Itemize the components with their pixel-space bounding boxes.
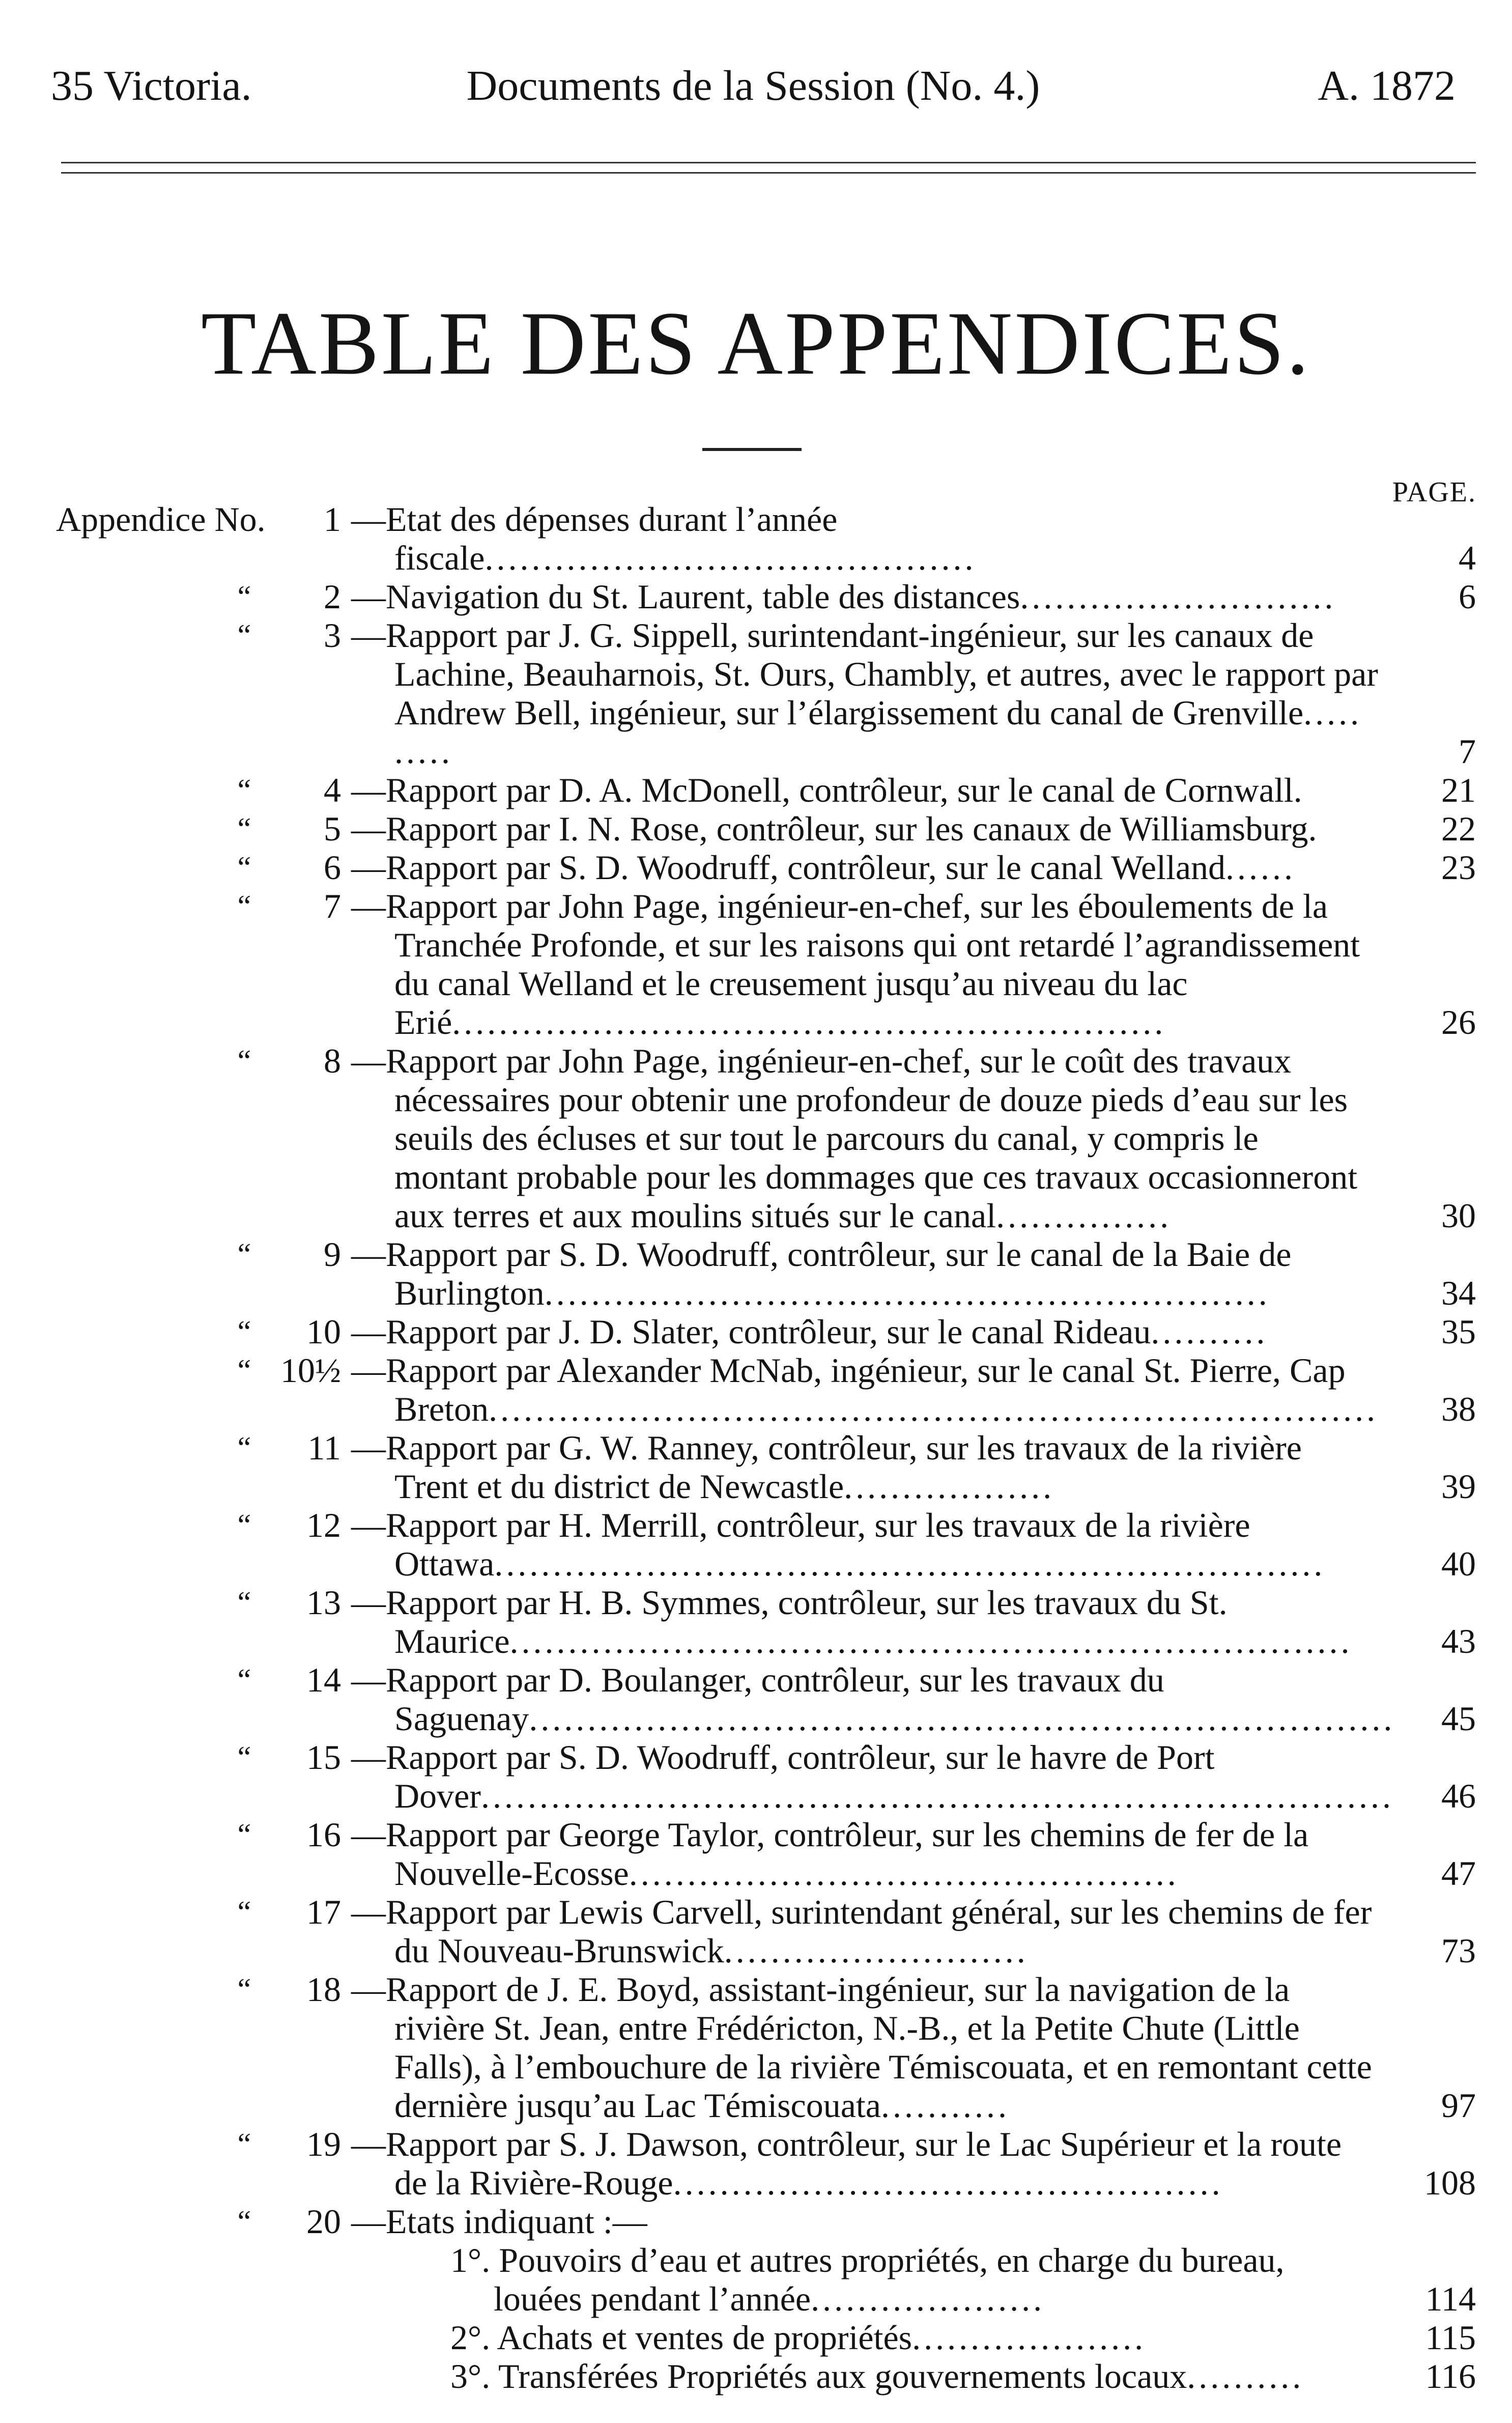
toc-entry <box>56 1893 1476 1970</box>
entry-text: —Rapport par George Taylor, contrôleur, sur les chemins de fer de la Nouvelle-Ecosse <box>351 1815 1309 1893</box>
page-number: 73 <box>1441 1931 1476 1970</box>
page-number: 116 <box>1425 2357 1476 2396</box>
appendix-number: 7 <box>324 887 341 925</box>
table-of-contents <box>56 500 1476 2396</box>
header-year: A. 1872 <box>1318 62 1456 109</box>
entry-text: —Rapport de J. E. Boyd, assistant-ingénieur, sur la navigation de la rivière St. Jean, entre Frédéricton, N.-B., et la Petite Chute (Little Falls), à l’embouchure de la rivière Témiscouata, et en remontant cette dernière jusqu’au Lac Témiscouata <box>351 1970 1372 2125</box>
toc-entry <box>56 1041 1476 1235</box>
leader-dots: .......... <box>1151 1312 1268 1351</box>
appendix-number: 16 <box>306 1815 341 1854</box>
appendix-number: 3 <box>324 616 341 655</box>
entry-text: —Rapport par Lewis Carvell, surintendant général, sur les chemins de fer du Nouveau-Brunswick <box>351 1893 1372 1970</box>
running-header <box>51 61 1456 117</box>
ditto-mark: “ <box>237 1354 251 1387</box>
entry-description <box>351 1738 1394 1815</box>
page-number: 40 <box>1441 1544 1476 1583</box>
appendix-number: 6 <box>324 848 341 887</box>
appendix-number: 14 <box>306 1660 341 1699</box>
title-divider <box>702 448 802 451</box>
entry-description <box>351 500 1379 577</box>
entry-text: —Rapport par S. J. Dawson, contrôleur, sur le Lac Supérieur et la route de la Rivière-Rouge <box>351 2125 1342 2202</box>
page-number: 7 <box>1459 732 1476 771</box>
entry-text: —Rapport par J. D. Slater, contrôleur, sur le canal Rideau <box>351 1312 1151 1351</box>
entry-description <box>351 616 1379 771</box>
entry-description <box>351 1041 1379 1235</box>
page-number: 21 <box>1441 771 1476 809</box>
appendix-number: 10 <box>306 1312 341 1351</box>
subentry-description <box>450 2318 1379 2357</box>
entry-description <box>351 1506 1379 1583</box>
page-number: 46 <box>1441 1777 1476 1815</box>
entry-description <box>351 2202 1379 2241</box>
entry-description <box>351 1351 1379 1428</box>
appendix-number: 10½ <box>280 1351 341 1390</box>
ditto-mark: “ <box>237 773 251 807</box>
ditto-mark: “ <box>237 2127 251 2161</box>
ditto-mark: “ <box>237 851 251 884</box>
leader-dots: .......... <box>1187 2357 1304 2396</box>
page-number: 47 <box>1441 1854 1476 1893</box>
ditto-mark: “ <box>237 1973 251 2006</box>
toc-subentry <box>56 2318 1476 2357</box>
page-number: 4 <box>1459 539 1476 577</box>
appendix-number: 18 <box>306 1970 341 2009</box>
entry-text: —Rapport par S. D. Woodruff, contrôleur, sur le havre de Port Dover <box>351 1738 1215 1815</box>
entry-description <box>351 1428 1379 1506</box>
entry-description <box>351 1815 1379 1893</box>
leader-dots: ............... <box>996 1196 1172 1235</box>
ditto-mark: “ <box>237 1663 251 1697</box>
appendix-number: 20 <box>306 2202 341 2241</box>
entry-description <box>351 848 1379 887</box>
ditto-mark: “ <box>237 1586 251 1619</box>
ditto-mark: “ <box>237 1315 251 1348</box>
entry-description <box>351 1235 1379 1312</box>
toc-entry <box>56 809 1476 848</box>
page-number: 45 <box>1441 1699 1476 1738</box>
entry-text: —Rapport par H. B. Symmes, contrôleur, sur les travaux du St. Maurice <box>351 1583 1228 1660</box>
header-rule-bottom <box>61 172 1476 174</box>
page-number: 6 <box>1459 577 1476 616</box>
entry-text: —Etats indiquant :— <box>351 2202 647 2241</box>
page-number: 30 <box>1441 1196 1476 1235</box>
ditto-mark: “ <box>237 1508 251 1542</box>
ditto-mark: “ <box>237 618 251 652</box>
ditto-mark: “ <box>237 812 251 846</box>
header-volume: 35 Victoria. <box>51 62 252 109</box>
entry-description <box>351 2125 1379 2202</box>
toc-entry <box>56 887 1476 1041</box>
entry-text: —Rapport par G. W. Ranney, contrôleur, sur les travaux de la rivière Trent et du district de Newcastle <box>351 1428 1302 1506</box>
page-number: 26 <box>1441 1003 1476 1041</box>
ditto-mark: “ <box>237 2205 251 2238</box>
leader-dots: ........... <box>880 2086 1010 2125</box>
leader-dots: ........................................................................ <box>509 1622 1353 1660</box>
entry-description <box>351 1970 1379 2125</box>
subentry-description <box>450 2357 1379 2396</box>
toc-subentry <box>56 2357 1476 2396</box>
appendix-number: 19 <box>306 2125 341 2163</box>
entry-description <box>351 887 1379 1041</box>
leader-dots: .............................................................................. <box>480 1777 1394 1815</box>
toc-entry <box>56 2125 1476 2202</box>
appendix-number: 15 <box>306 1738 341 1777</box>
appendix-number: 4 <box>324 771 341 809</box>
entry-text: —Rapport par Alexander McNab, ingénieur, sur le canal St. Pierre, Cap Breton <box>351 1351 1346 1428</box>
toc-subentry <box>56 2241 1476 2318</box>
appendix-number: 5 <box>324 809 341 848</box>
page-number: 43 <box>1441 1622 1476 1660</box>
appendix-number: 13 <box>306 1583 341 1622</box>
entry-text: —Rapport par John Page, ingénieur-en-chef, sur le coût des travaux nécessaires pour obtenir une profondeur de douze pieds d’eau sur les seuils des écluses et sur tout le parcours du canal, y compris le montant probable pour les dommages que ces travaux occasionneront aux terres et aux moulins situés sur le canal <box>351 1041 1358 1235</box>
toc-entry <box>56 1428 1476 1506</box>
entry-text: —Rapport par D. A. McDonell, contrôleur, sur le canal de Cornwall. <box>351 771 1302 809</box>
entry-text: —Rapport par S. D. Woodruff, contrôleur, sur le canal de la Baie de Burlington <box>351 1235 1292 1312</box>
toc-entry <box>56 1970 1476 2125</box>
appendix-number: 17 <box>306 1893 341 1931</box>
subentry-text: 1°. Pouvoirs d’eau et autres propriétés, en charge du bureau, louées pendant l’année <box>450 2241 1285 2318</box>
toc-entry <box>56 1738 1476 1815</box>
leader-dots: ............................................................................ <box>489 1390 1379 1428</box>
entry-text: —Rapport par John Page, ingénieur-en-chef, sur les éboulements de la Tranchée Profonde, et sur les raisons qui ont retardé l’agrandissement du canal Welland et le creusement jusqu’au niveau du lac Erié <box>351 887 1360 1041</box>
toc-entry <box>56 771 1476 809</box>
leader-dots: ....................................................................... <box>494 1544 1326 1583</box>
page-number: 97 <box>1441 2086 1476 2125</box>
ditto-mark: “ <box>237 1895 251 1929</box>
leader-dots: .................. <box>844 1467 1055 1506</box>
appendix-number: 8 <box>324 1041 341 1080</box>
entry-text: —Navigation du St. Laurent, table des distances <box>351 577 1020 616</box>
leader-dots: ............................................... <box>673 2163 1223 2202</box>
entry-description <box>351 771 1379 809</box>
entry-description <box>351 1893 1379 1970</box>
toc-entry <box>56 616 1476 771</box>
entry-text: —Rapport par I. N. Rose, contrôleur, sur les canaux de Williamsburg. <box>351 809 1317 848</box>
entry-text: —Rapport par S. D. Woodruff, contrôleur, sur le canal Welland <box>351 848 1226 887</box>
page-number: 39 <box>1441 1467 1476 1506</box>
entry-description <box>351 577 1379 616</box>
ditto-mark: “ <box>237 889 251 923</box>
subentry-description <box>450 2241 1379 2318</box>
leader-dots: .............................................................. <box>544 1274 1270 1312</box>
leader-dots: .......................... <box>724 1931 1029 1970</box>
entry-description <box>351 809 1379 848</box>
page-number: 115 <box>1425 2318 1476 2357</box>
toc-entry <box>56 1815 1476 1893</box>
page-number: 114 <box>1425 2279 1476 2318</box>
page-number: 38 <box>1441 1390 1476 1428</box>
subentry-text: 3°. Transférées Propriétés aux gouvernements locaux <box>450 2357 1187 2396</box>
entry-description <box>351 1660 1395 1738</box>
leader-dots: ........................... <box>1020 577 1336 616</box>
ditto-mark: “ <box>237 1818 251 1851</box>
header-document: Documents de la Session (No. 4.) <box>466 62 1040 109</box>
leader-dots: .................... <box>811 2279 1045 2318</box>
toc-entry <box>56 1312 1476 1351</box>
appendix-number: 1 <box>324 500 341 539</box>
page-number: 35 <box>1441 1312 1476 1351</box>
toc-entry <box>56 2202 1476 2241</box>
appendix-number: 2 <box>324 577 341 616</box>
entry-text: —Etat des dépenses durant l’année fiscale <box>351 500 838 577</box>
leader-dots: ............................................... <box>629 1854 1179 1893</box>
toc-entry <box>56 1351 1476 1428</box>
toc-entry <box>56 848 1476 887</box>
page-number: 34 <box>1441 1274 1476 1312</box>
toc-entry <box>56 1506 1476 1583</box>
entry-text: —Rapport par J. G. Sippell, surintendant-ingénieur, sur les canaux de Lachine, Beauharnois, St. Ours, Chambly, et autres, avec le rapport par Andrew Bell, ingénieur, sur l’élargissement du canal de Grenville <box>351 616 1378 732</box>
header-rule-top <box>61 162 1476 163</box>
page-number: 22 <box>1441 809 1476 848</box>
entry-text: —Rapport par D. Boulanger, contrôleur, sur les travaux du Saguenay <box>351 1660 1164 1738</box>
toc-entry <box>56 1583 1476 1660</box>
leader-dots: .......................................................................... <box>529 1699 1395 1738</box>
appendix-label: Appendice No. <box>56 500 266 539</box>
toc-entry <box>56 500 1476 577</box>
toc-entry <box>56 577 1476 616</box>
subentry-text: 2°. Achats et ventes de propriétés <box>450 2318 912 2357</box>
ditto-mark: “ <box>237 1431 251 1464</box>
page-number: 23 <box>1441 848 1476 887</box>
page-title: TABLE DES APPENDICES. <box>201 293 1311 393</box>
leader-dots: ..... ..... <box>394 693 1362 771</box>
ditto-mark: “ <box>237 1237 251 1271</box>
leader-dots: .................... <box>912 2318 1147 2357</box>
page-column-heading: PAGE. <box>1392 476 1476 508</box>
entry-description <box>351 1583 1379 1660</box>
leader-dots: .......................................... <box>484 539 977 577</box>
leader-dots: ............................................................. <box>452 1003 1166 1041</box>
appendix-number: 11 <box>307 1428 341 1467</box>
toc-entry <box>56 1235 1476 1312</box>
appendix-number: 12 <box>306 1506 341 1544</box>
page-number: 108 <box>1424 2163 1476 2202</box>
leader-dots: ...... <box>1225 848 1296 887</box>
ditto-mark: “ <box>237 580 251 613</box>
entry-text: —Rapport par H. Merrill, contrôleur, sur les travaux de la rivière Ottawa <box>351 1506 1250 1583</box>
entry-description <box>351 1312 1379 1351</box>
toc-entry <box>56 1660 1476 1738</box>
appendix-number: 9 <box>324 1235 341 1274</box>
ditto-mark: “ <box>237 1044 251 1078</box>
ditto-mark: “ <box>237 1740 251 1774</box>
